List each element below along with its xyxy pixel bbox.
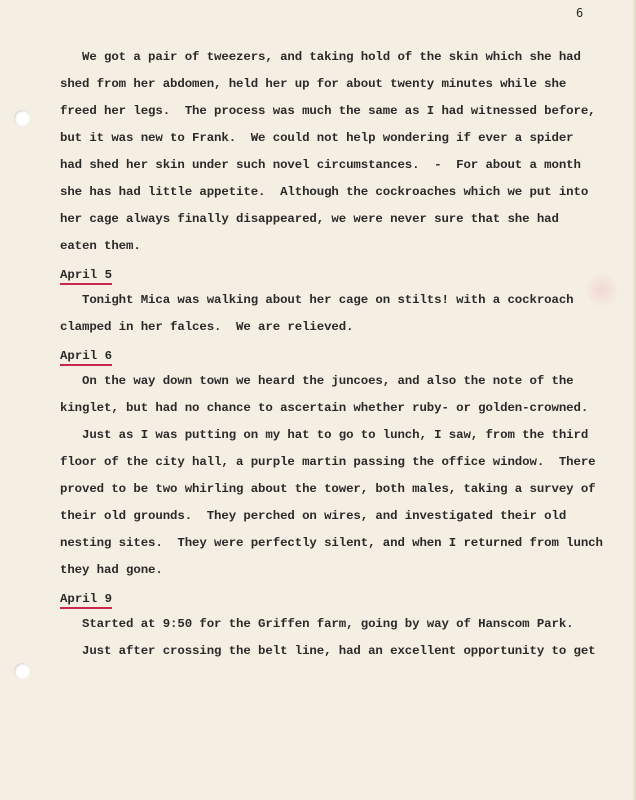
text-line: kinglet, but had no chance to ascertain whether ruby- or golden-crowned. <box>60 401 589 415</box>
date-heading-april-6: April 6 <box>60 348 112 366</box>
date-heading-april-5: April 5 <box>60 267 112 285</box>
text-line: Tonight Mica was walking about her cage on stilts! with a cockroach <box>60 293 574 307</box>
text-line: On the way down town we heard the juncoes, and also the note of the <box>60 374 574 388</box>
text-line: proved to be two whirling about the tower, both males, taking a survey of <box>60 482 596 496</box>
punch-hole-bottom <box>14 663 30 679</box>
text-line: but it was new to Frank. We could not help wondering if ever a spider <box>60 131 574 145</box>
text-line: her cage always finally disappeared, we were never sure that she had <box>60 212 559 226</box>
entry-date-heading <box>60 341 600 368</box>
text-line: she has had little appetite. Although the cockroaches which we put into <box>60 185 589 199</box>
text-line: nesting sites. They were perfectly silent, and when I returned from lunch <box>60 536 603 550</box>
text-line: shed from her abdomen, held her up for about twenty minutes while she <box>60 77 567 91</box>
text-line: eaten them. <box>60 239 141 253</box>
entry-date-heading <box>60 260 600 287</box>
date-heading-april-9: April 9 <box>60 591 112 609</box>
text-line: their old grounds. They perched on wires, and investigated their old <box>60 509 567 523</box>
text-line: freed her legs. The process was much the same as I had witnessed before, <box>60 104 596 118</box>
text-line: Just after crossing the belt line, had an excellent opportunity to get <box>60 644 596 658</box>
page-number: 6 <box>576 6 584 20</box>
text-line: clamped in her falces. We are relieved. <box>60 320 354 334</box>
punch-hole-top <box>14 110 30 126</box>
text-line: had shed her skin under such novel circumstances. - For about a month <box>60 158 581 172</box>
entry-date-heading <box>60 584 600 611</box>
text-line: floor of the city hall, a purple martin passing the office window. There <box>60 455 596 469</box>
typed-text-body <box>60 44 603 665</box>
text-line: they had gone. <box>60 563 163 577</box>
text-line: Started at 9:50 for the Griffen farm, going by way of Hanscom Park. <box>60 617 574 631</box>
text-line: We got a pair of tweezers, and taking hold of the skin which she had <box>60 50 581 64</box>
text-line: Just as I was putting on my hat to go to lunch, I saw, from the third <box>60 428 589 442</box>
